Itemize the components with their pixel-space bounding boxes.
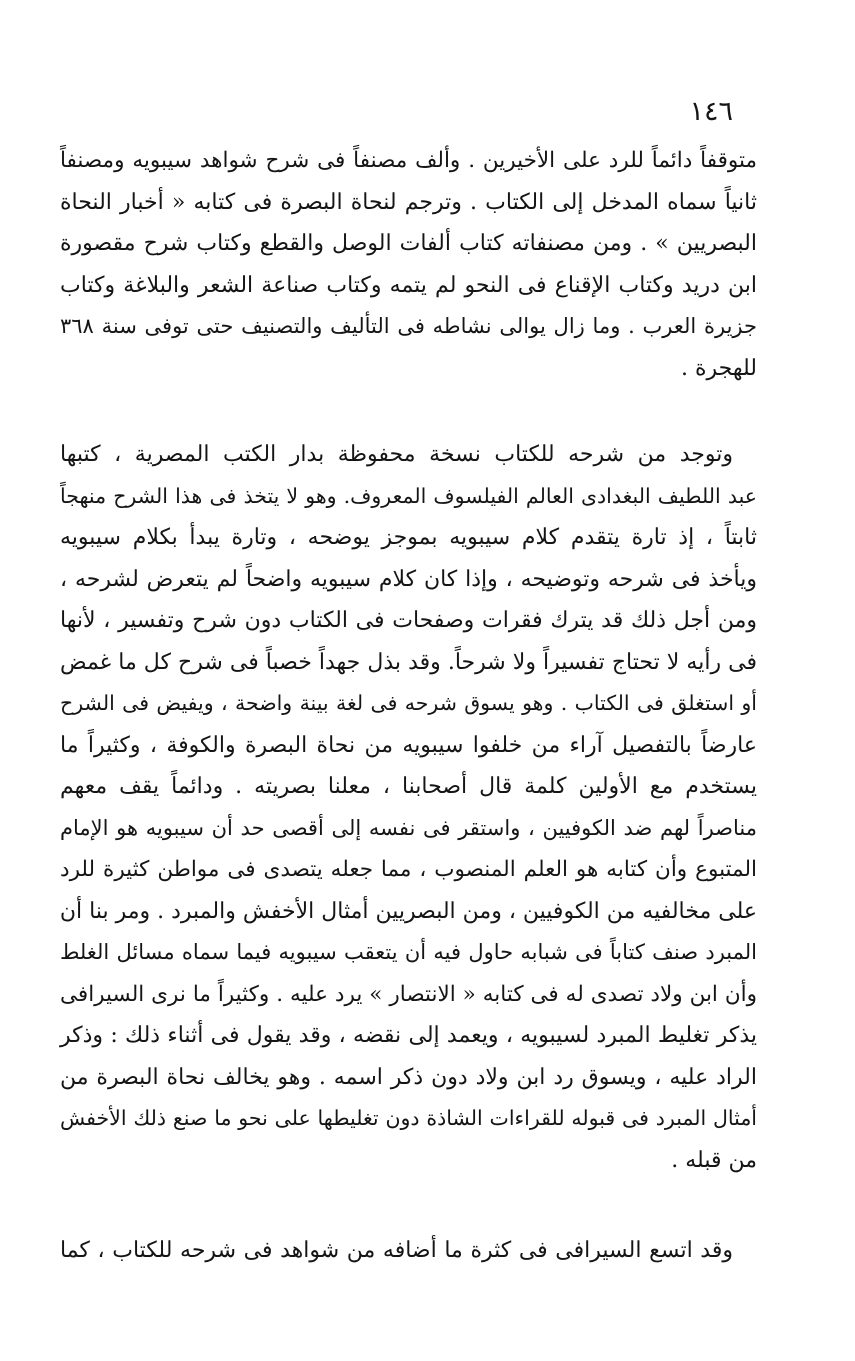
text-line: الراد عليه ، ويسوق رد ابن ولاد دون ذكر اسمه . وهو يخالف نحاة البصرة من (60, 1064, 757, 1090)
text-line: أمثال المبرد فى قبوله للقراءات الشاذة دون تغليطها على نحو ما صنع ذلك الأخفش (60, 1106, 757, 1130)
text-line: البصريين » . ومن مصنفاته كتاب ألفات الوصل والقطع وكتاب شرح مقصورة (60, 231, 757, 256)
text-line: يستخدم مع الأولين كلمة قال أصحابنا ، معلنا بصريته . ودائماً يقف معهم (60, 774, 757, 799)
text-line: مناصراً لهم ضد الكوفيين ، واستقر فى نفسه إلى أقصى حد أن سيبويه هو الإمام (60, 815, 757, 840)
text-line: عبد اللطيف البغدادى العالم الفيلسوف المعروف. وهو لا يتخذ فى هذا الشرح منهجاً (60, 483, 757, 508)
paragraph-2 (60, 434, 757, 1181)
text-line: وقد اتسع السيرافى فى كثرة ما أضافه من شواهد فى شرحه للكتاب ، كما (60, 1238, 733, 1263)
text-line: متوقفاً دائماً للرد على الأخيرين . وألف مصنفاً فى شرح شواهد سيبويه ومصنفاً (60, 148, 757, 173)
text-line: على مخالفيه من الكوفيين ، ومن البصريين أمثال الأخفش والمبرد . ومر بنا أن (59, 898, 757, 924)
text-line: وأن ابن ولاد تصدى له فى كتابه « الانتصار » يرد عليه . وكثيراً ما نرى السيرافى (60, 981, 757, 1007)
text-line: ومن أجل ذلك قد يترك فقرات وصفحات فى الكتاب دون شرح وتفسير ، لأنها (60, 608, 757, 633)
text-line: عارضاً بالتفصيل آراء من خلفوا سيبويه من نحاة البصرة والكوفة ، وكثيراً ما (60, 732, 757, 758)
text-line: ويأخذ فى شرحه وتوضيحه ، وإذا كان كلام سيبويه واضحاً لم يتعرض لشرحه ، (60, 566, 757, 592)
text-line: أو استغلق فى الكتاب . وهو يسوق شرحه فى لغة بينة واضحة ، ويفيض فى الشرح (60, 691, 757, 715)
text-line: من قبله . (671, 1147, 757, 1173)
text-line: للهجرة . (681, 355, 757, 381)
text-line: المبرد صنف كتاباً فى شبابه حاول فيه أن يتعقب سيبويه فيما سماه مسائل الغلط (60, 940, 757, 964)
text-line: جزيرة العرب . وما زال يوالى نشاطه فى التأليف والتصنيف حتى توفى سنة ٣٦٨ (60, 314, 757, 338)
text-line: المتبوع وأن كتابه هو العلم المنصوب ، مما جعله يتصدى فى مواطن كثيرة للرد (60, 857, 757, 882)
page-number: ١٤٦ (689, 96, 733, 127)
text-line: وتوجد من شرحه للكتاب نسخة محفوظة بدار الكتب المصرية ، كتبها (60, 442, 733, 467)
paragraph-1 (60, 140, 757, 389)
text-line: يذكر تغليط المبرد لسيبويه ، ويعمد إلى نقضه ، وقد يقول فى أثناء ذلك : وذكر (60, 1023, 757, 1048)
text-line: ثابتاً ، إذ تارة يتقدم كلام سيبويه بموجز يوضحه ، وتارة يبدأ بكلام سيبويه (60, 525, 757, 550)
paragraph-3 (60, 1230, 757, 1272)
text-line: ثانياً سماه المدخل إلى الكتاب . وترجم لنحاة البصرة فى كتابه « أخبار النحاة (60, 189, 757, 215)
text-line: فى رأيه لا تحتاج تفسيراً ولا شرحاً. وقد بذل جهداً خصباً فى شرح كل ما غمض (60, 649, 757, 675)
text-line: ابن دريد وكتاب الإقناع فى النحو لم يتمه وكتاب صناعة الشعر والبلاغة وكتاب (60, 272, 757, 298)
